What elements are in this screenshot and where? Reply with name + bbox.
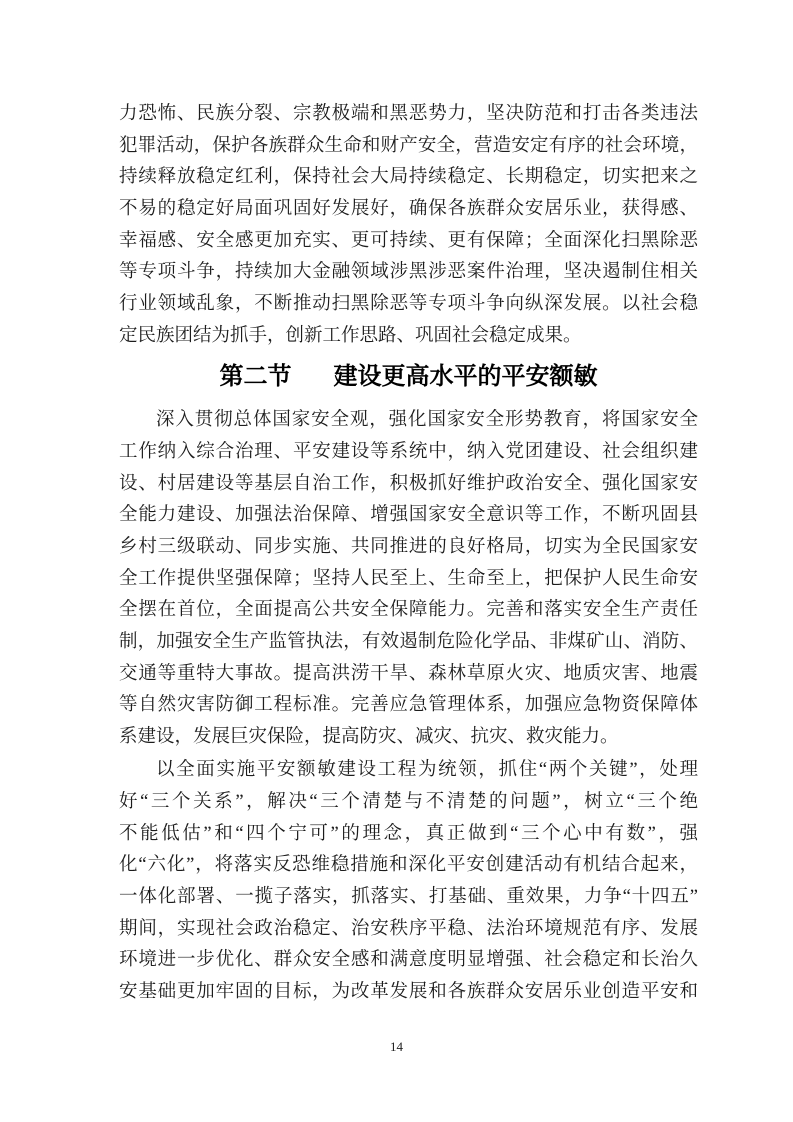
text-line: 全工作提供坚强保障；坚持人民至上、生命至上，把保护人民生命安 bbox=[119, 568, 698, 589]
text-line: 全摆在首位，全面提高公共安全保障能力。完善和落实安全生产责任 bbox=[119, 600, 698, 621]
page-number: 14 bbox=[390, 1039, 403, 1054]
text-line: 制，加强安全生产监管执法，有效遏制危险化学品、非煤矿山、消防、 bbox=[119, 631, 698, 652]
paragraph-national-security bbox=[119, 405, 698, 753]
text-line: 等自然灾害防御工程标准。完善应急管理体系，加强应急物资保障体 bbox=[119, 695, 698, 716]
text-line: 以全面实施平安额敏建设工程为统领，抓住“两个关键”，处理 bbox=[156, 760, 698, 781]
text-line: 深入贯彻总体国家安全观，强化国家安全形势教育，将国家安全 bbox=[156, 410, 698, 431]
text-line: 一体化部署、一揽子落实，抓落实、打基础、重效果，力争“十四五” bbox=[119, 887, 698, 908]
text-line: 幸福感、安全感更加充实、更可持续、更有保障；全面深化扫黑除恶 bbox=[119, 230, 698, 251]
paragraph-safe-emin-project bbox=[119, 755, 698, 1008]
section-heading bbox=[119, 359, 698, 395]
text-line: 持续释放稳定红利，保持社会大局持续稳定、长期稳定，切实把来之 bbox=[119, 167, 698, 188]
text-line: 等专项斗争，持续加大金融领域涉黑涉恶案件治理，坚决遏制住相关 bbox=[119, 262, 698, 283]
text-line: 化“六化”，将落实反恐维稳措施和深化平安创建活动有机结合起来， bbox=[119, 855, 698, 876]
text-line: 系建设，发展巨灾保险，提高防灾、减灾、抗灾、救灾能力。 bbox=[119, 726, 619, 747]
text-line: 乡村三级联动、同步实施、共同推进的良好格局，切实为全民国家安 bbox=[119, 536, 698, 557]
text-line: 安基础更加牢固的目标，为改革发展和各族群众安居乐业创造平安和 bbox=[119, 982, 698, 1003]
text-line: 不易的稳定好局面巩固好发展好，确保各族群众安居乐业，获得感、 bbox=[119, 198, 698, 219]
text-line: 交通等重特大事故。提高洪涝干旱、森林草原火灾、地质灾害、地震 bbox=[119, 663, 698, 684]
text-line: 设、村居建设等基层自治工作，积极抓好维护政治安全、强化国家安 bbox=[119, 473, 698, 494]
text-line: 全能力建设、加强法治保障、增强国家安全意识等工作，不断巩固县 bbox=[119, 505, 698, 526]
text-line: 环境进一步优化、群众安全感和满意度明显增强、社会稳定和长治久 bbox=[119, 950, 698, 971]
paragraph-continuation bbox=[119, 99, 698, 352]
text-line: 期间，实现社会政治稳定、治安秩序平稳、法治环境规范有序、发展 bbox=[119, 918, 698, 939]
section-title: 建设更高水平的平安额敏 bbox=[333, 363, 598, 391]
text-line: 工作纳入综合治理、平安建设等系统中，纳入党团建设、社会组织建 bbox=[119, 441, 698, 462]
text-line: 行业领域乱象，不断推动扫黑除恶等专项斗争向纵深发展。以社会稳 bbox=[119, 293, 698, 314]
text-line: 不能低估”和“四个宁可”的理念，真正做到“三个心中有数”，强 bbox=[119, 823, 698, 844]
text-line: 定民族团结为抓手，创新工作思路、巩固社会稳定成果。 bbox=[119, 325, 582, 346]
section-number: 第二节 bbox=[219, 363, 292, 391]
page-body bbox=[119, 99, 698, 1009]
text-line: 力恐怖、民族分裂、宗教极端和黑恶势力，坚决防范和打击各类违法 bbox=[119, 104, 698, 124]
text-line: 犯罪活动，保护各族群众生命和财产安全，营造安定有序的社会环境， bbox=[119, 135, 698, 156]
text-line: 好“三个关系”，解决“三个清楚与不清楚的问题”，树立“三个绝 bbox=[119, 792, 698, 813]
